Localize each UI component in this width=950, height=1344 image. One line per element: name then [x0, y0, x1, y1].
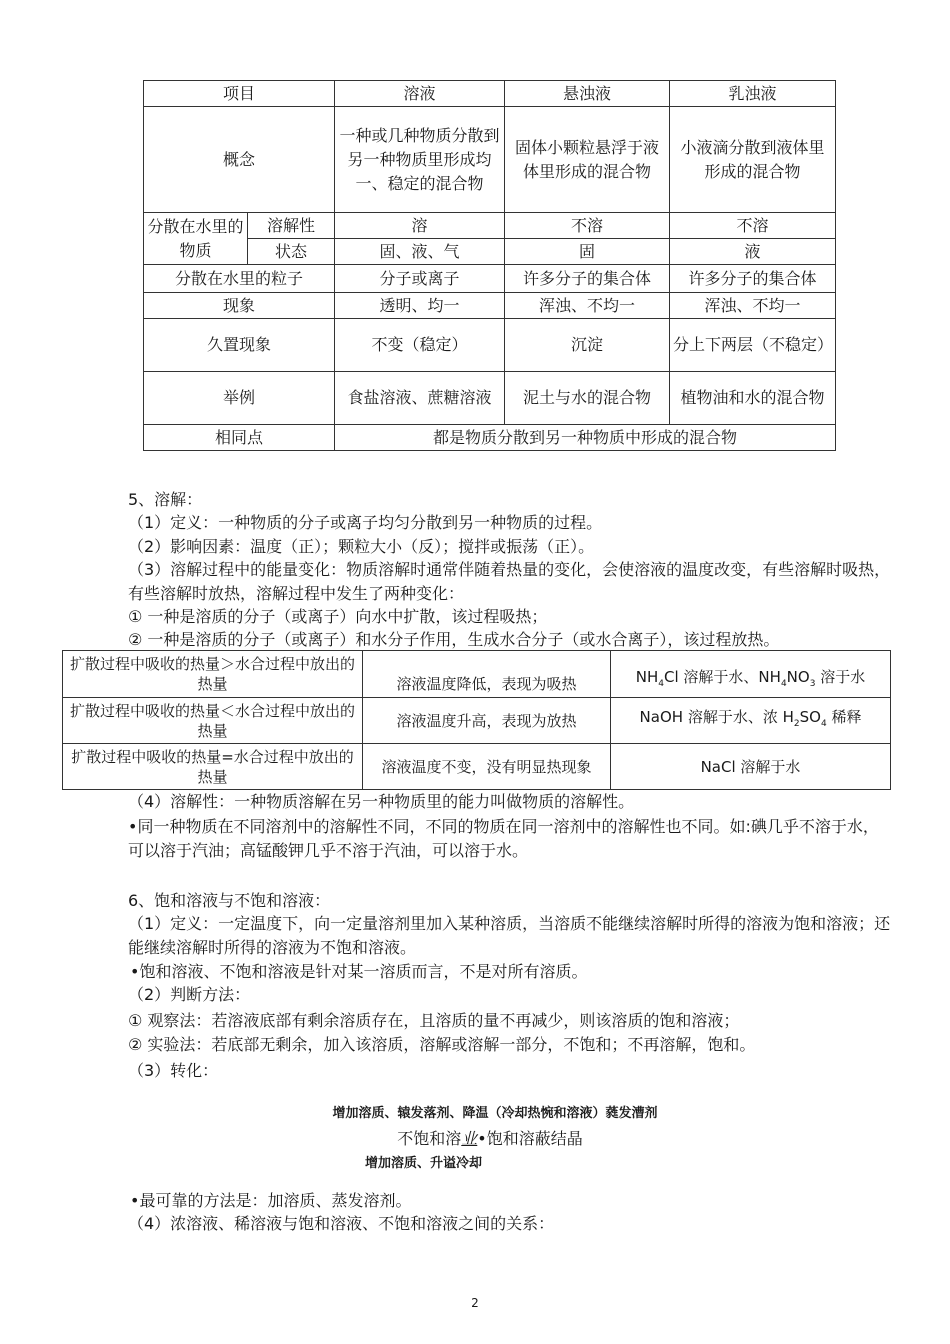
cell-solution: 一种或几种物质分散到另一种物质里形成均一、稳定的混合物: [335, 107, 505, 213]
section-6-transform: （3）转化：: [128, 1061, 219, 1080]
cell-suspension: 不溶: [505, 213, 670, 239]
cell-suspension: 许多分子的集合体: [505, 265, 670, 293]
cell-effect: 溶液温度降低，表现为吸热: [363, 651, 611, 698]
cell-solution: 食盐溶液、蔗糖溶液: [335, 372, 505, 425]
cell-condition: 扩散过程中吸收的热量=水合过程中放出的热量: [63, 744, 363, 790]
row-label: 久置现象: [144, 319, 335, 372]
table-row: [63, 651, 891, 698]
cell-effect: 溶液温度不变，没有明显热现象: [363, 744, 611, 790]
header-solution: 溶液: [335, 81, 505, 107]
cell-solution: 不变（稳定）: [335, 319, 505, 372]
row-sublabel: 溶解性: [248, 213, 335, 239]
header-emulsion: 乳浊液: [670, 81, 836, 107]
cell-emulsion: 浑浊、不均一: [670, 293, 836, 319]
cell-example: NaCl 溶解于水: [611, 744, 891, 790]
section-5-item-1: ① 一种是溶质的分子（或离子）向水中扩散，该过程吸热；: [128, 607, 548, 626]
table-header-row: [144, 81, 836, 107]
section-6-item-1: ① 观察法：若溶液底部有剩余溶质存在，且溶质的量不再减少，则该溶质的饱和溶液；: [128, 1011, 740, 1030]
section-5-title: 5、溶解：: [128, 490, 203, 509]
cell-emulsion: 许多分子的集合体: [670, 265, 836, 293]
diagram-main-line: 不饱和溶业•饱和溶蔽结晶: [397, 1129, 583, 1148]
cell-emulsion: 分上下两层（不稳定）: [670, 319, 836, 372]
cell-effect: 溶液温度升高，表现为放热: [363, 698, 611, 744]
cell-emulsion: 小液滴分散到液体里形成的混合物: [670, 107, 836, 213]
diagram-top-label: 增加溶质、辕发落剂、降温（冷却热惋和溶液）蕤发漕剂: [332, 1106, 658, 1121]
section-6-judge: （2）判断方法：: [128, 985, 251, 1004]
cell-solution: 透明、均一: [335, 293, 505, 319]
cell-example: NaOH 溶解于水、浓 $H_2SO_4$ 稀释: [611, 698, 891, 744]
row-label-dispersed: 分散在水里的物质: [144, 213, 248, 265]
cell-emulsion: 植物油和水的混合物: [670, 372, 836, 425]
table-row-example: [144, 372, 836, 425]
table-row-common: [144, 425, 836, 451]
row-label: 现象: [144, 293, 335, 319]
table-row-standing: [144, 319, 836, 372]
section-6-relation: （4）浓溶液、稀溶液与饱和溶液、不饱和溶液之间的关系：: [128, 1214, 555, 1233]
table-row-concept: [144, 107, 836, 213]
row-label: 相同点: [144, 425, 335, 451]
table-row: [63, 744, 891, 790]
header-item: 项目: [144, 81, 335, 107]
cell-solution: 溶: [335, 213, 505, 239]
table-row-solubility: [144, 213, 836, 239]
section-5-factors: （2）影响因素：温度（正）；颗粒大小（反）；搅拌或振荡（正）。: [128, 537, 595, 556]
section-6-title: 6、饱和溶液与不饱和溶液：: [128, 891, 331, 910]
section-5-solubility-note: •同一种物质在不同溶剂中的溶解性不同，不同的物质在同一溶剂中的溶解性也不同。如:碘几乎不溶于水，可以溶于汽油；高锰酸钾几乎不溶于汽油，可以溶于水。: [128, 817, 879, 860]
diagram-bottom-label: 增加溶质、升谥冷却: [365, 1156, 483, 1171]
section-6-best-method: •最可靠的方法是：加溶质、蒸发溶剂。: [130, 1191, 412, 1210]
section-5-item-2: ② 一种是溶质的分子（或离子）和水分子作用，生成水合分子（或水合离子），该过程放热。: [128, 630, 780, 649]
cell-suspension: 浑浊、不均一: [505, 293, 670, 319]
table-row: [63, 698, 891, 744]
cell-suspension: 泥土与水的混合物: [505, 372, 670, 425]
cell-solution: 分子或离子: [335, 265, 505, 293]
heat-table: [62, 650, 891, 790]
cell-suspension: 固体小颗粒悬浮于液体里形成的混合物: [505, 107, 670, 213]
section-6-item-2: ② 实验法：若底部无剩余，加入该溶质，溶解或溶解一部分，不饱和；不再溶解，饱和。: [128, 1035, 756, 1054]
cell-example: $NH_4Cl$ 溶解于水、$NH_4NO_3$ 溶于水: [611, 651, 891, 698]
row-sublabel: 状态: [248, 239, 335, 265]
section-5-definition: （1）定义：一种物质的分子或离子均匀分散到另一种物质的过程。: [128, 513, 603, 532]
cell-condition: 扩散过程中吸收的热量＞水合过程中放出的热量: [63, 651, 363, 698]
table-row-state: [144, 239, 836, 265]
section-6-definition: （1）定义：一定温度下，向一定量溶剂里加入某种溶质，当溶质不能继续溶解时所得的溶液为饱和溶液；还能继续溶解时所得的溶液为不饱和溶液。: [128, 914, 891, 957]
page-number: 2: [471, 1296, 479, 1310]
row-label: 概念: [144, 107, 335, 213]
cell-condition: 扩散过程中吸收的热量＜水合过程中放出的热量: [63, 698, 363, 744]
cell-suspension: 固: [505, 239, 670, 265]
section-5-solubility: （4）溶解性：一种物质溶解在另一种物质里的能力叫做物质的溶解性。: [128, 792, 635, 811]
table-row-particles: [144, 265, 836, 293]
section-5-energy: （3）溶解过程中的能量变化：物质溶解时通常伴随着热量的变化，会使溶液的温度改变，有些溶解时吸热，有些溶解时放热，溶解过程中发生了两种变化：: [128, 560, 891, 603]
cell-suspension: 沉淀: [505, 319, 670, 372]
header-suspension: 悬浊液: [505, 81, 670, 107]
row-label: 分散在水里的粒子: [144, 265, 335, 293]
cell-solution: 固、液、气: [335, 239, 505, 265]
row-label: 举例: [144, 372, 335, 425]
table-row-phenomenon: [144, 293, 836, 319]
cell-common: 都是物质分散到另一种物质中形成的混合物: [335, 425, 836, 451]
cell-emulsion: 液: [670, 239, 836, 265]
section-6-note: •饱和溶液、不饱和溶液是针对某一溶质而言，不是对所有溶质。: [130, 962, 588, 981]
cell-emulsion: 不溶: [670, 213, 836, 239]
comparison-table: [143, 80, 836, 451]
